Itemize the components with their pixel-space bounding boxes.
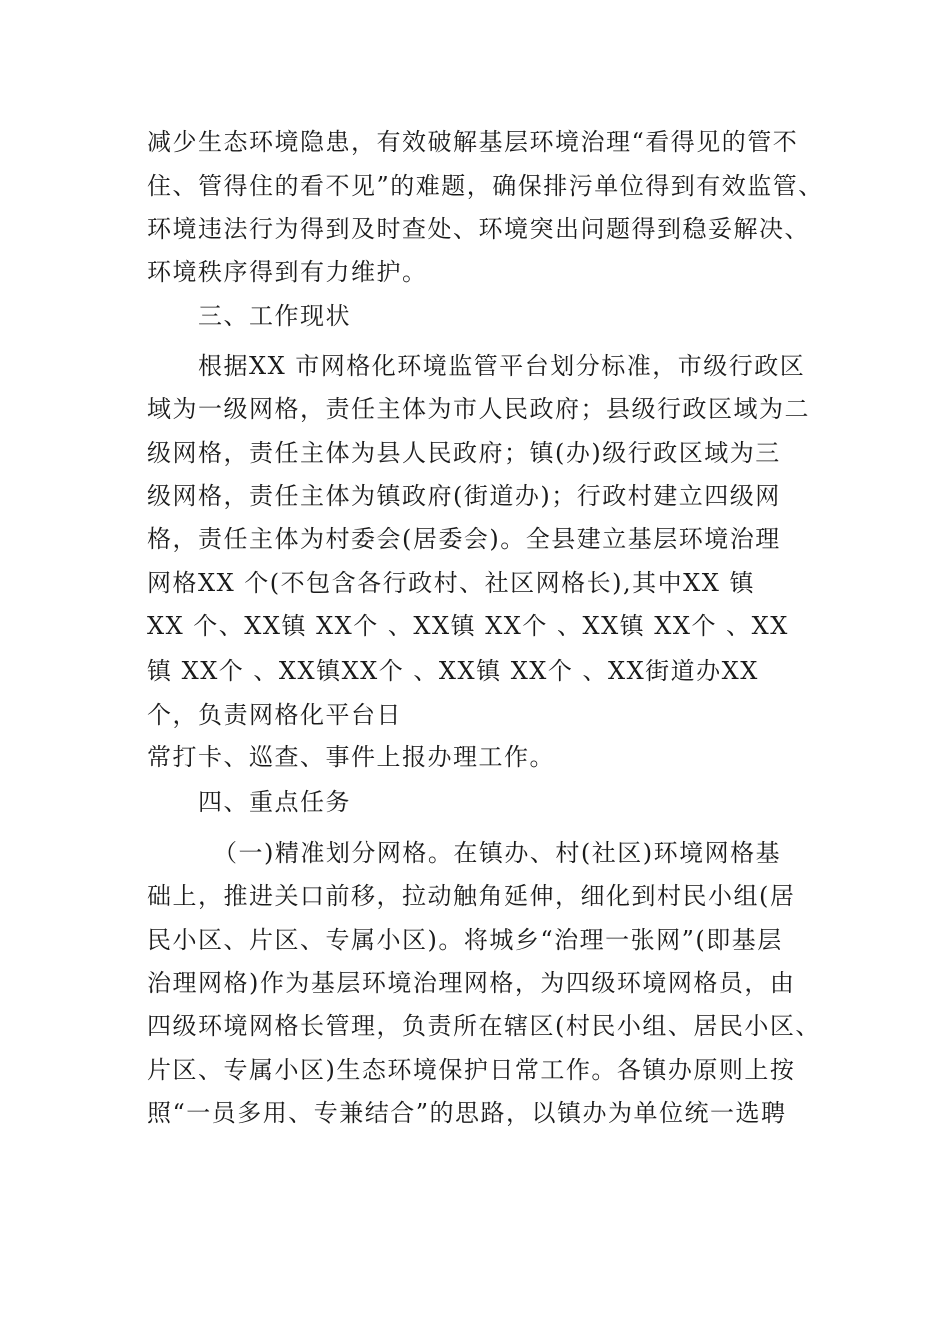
paragraph-line: 域为一级网格，责任主体为市人民政府；县级行政区域为二	[147, 395, 810, 423]
paragraph-line: 环境秩序得到有力维护。	[147, 258, 428, 286]
paragraph-line: 个，负责网格化平台日	[147, 701, 402, 729]
paragraph-line: 础上，推进关口前移，拉动触角延伸，细化到村民小组(居	[147, 882, 796, 910]
paragraph-line: 照“一员多用、专兼结合”的思路，以镇办为单位统一选聘	[147, 1099, 787, 1127]
section-heading-status: 三、工作现状	[198, 302, 351, 330]
paragraph-line: 级网格，责任主体为县人民政府；镇(办)级行政区域为三	[147, 439, 781, 467]
paragraph-line: 住、管得住的看不见”的难题，确保排污单位得到有效监管、	[147, 172, 824, 200]
paragraph-line: 级网格，责任主体为镇政府(街道办)；行政村建立四级网	[147, 482, 781, 510]
paragraph-line: 治理网格)作为基层环境治理网格，为四级环境网格员，由	[147, 969, 796, 997]
paragraph-line: 常打卡、巡查、事件上报办理工作。	[147, 743, 555, 771]
paragraph-line: 减少生态环境隐患，有效破解基层环境治理“看得见的管不	[147, 128, 799, 156]
paragraph-line: 民小区、片区、专属小区)。将城乡“治理一张网”(即基层	[147, 926, 783, 954]
paragraph-line: 网格XX 个(不包含各行政村、社区网格长),其中XX 镇	[147, 569, 755, 597]
paragraph-line: 环境违法行为得到及时查处、环境突出问题得到稳妥解决、	[147, 215, 810, 243]
paragraph-line: 镇 XX个 、XX镇XX个 、XX镇 XX个 、XX街道办XX	[147, 657, 759, 685]
paragraph-line: 格，责任主体为村委会(居委会)。全县建立基层环境治理	[147, 525, 781, 553]
paragraph-line: 四级环境网格长管理，负责所在辖区(村民小组、居民小区、	[147, 1012, 821, 1040]
paragraph-line: 片区、专属小区)生态环境保护日常工作。各镇办原则上按	[147, 1056, 796, 1084]
paragraph-line: 根据XX 市网格化环境监管平台划分标准，市级行政区	[198, 352, 806, 380]
paragraph-line: XX 个、XX镇 XX个 、XX镇 XX个 、XX镇 XX个 、XX	[147, 612, 789, 640]
section-heading-tasks: 四、重点任务	[198, 788, 351, 816]
paragraph-line: （一)精准划分网格。在镇办、村(社区)环境网格基	[213, 839, 782, 867]
